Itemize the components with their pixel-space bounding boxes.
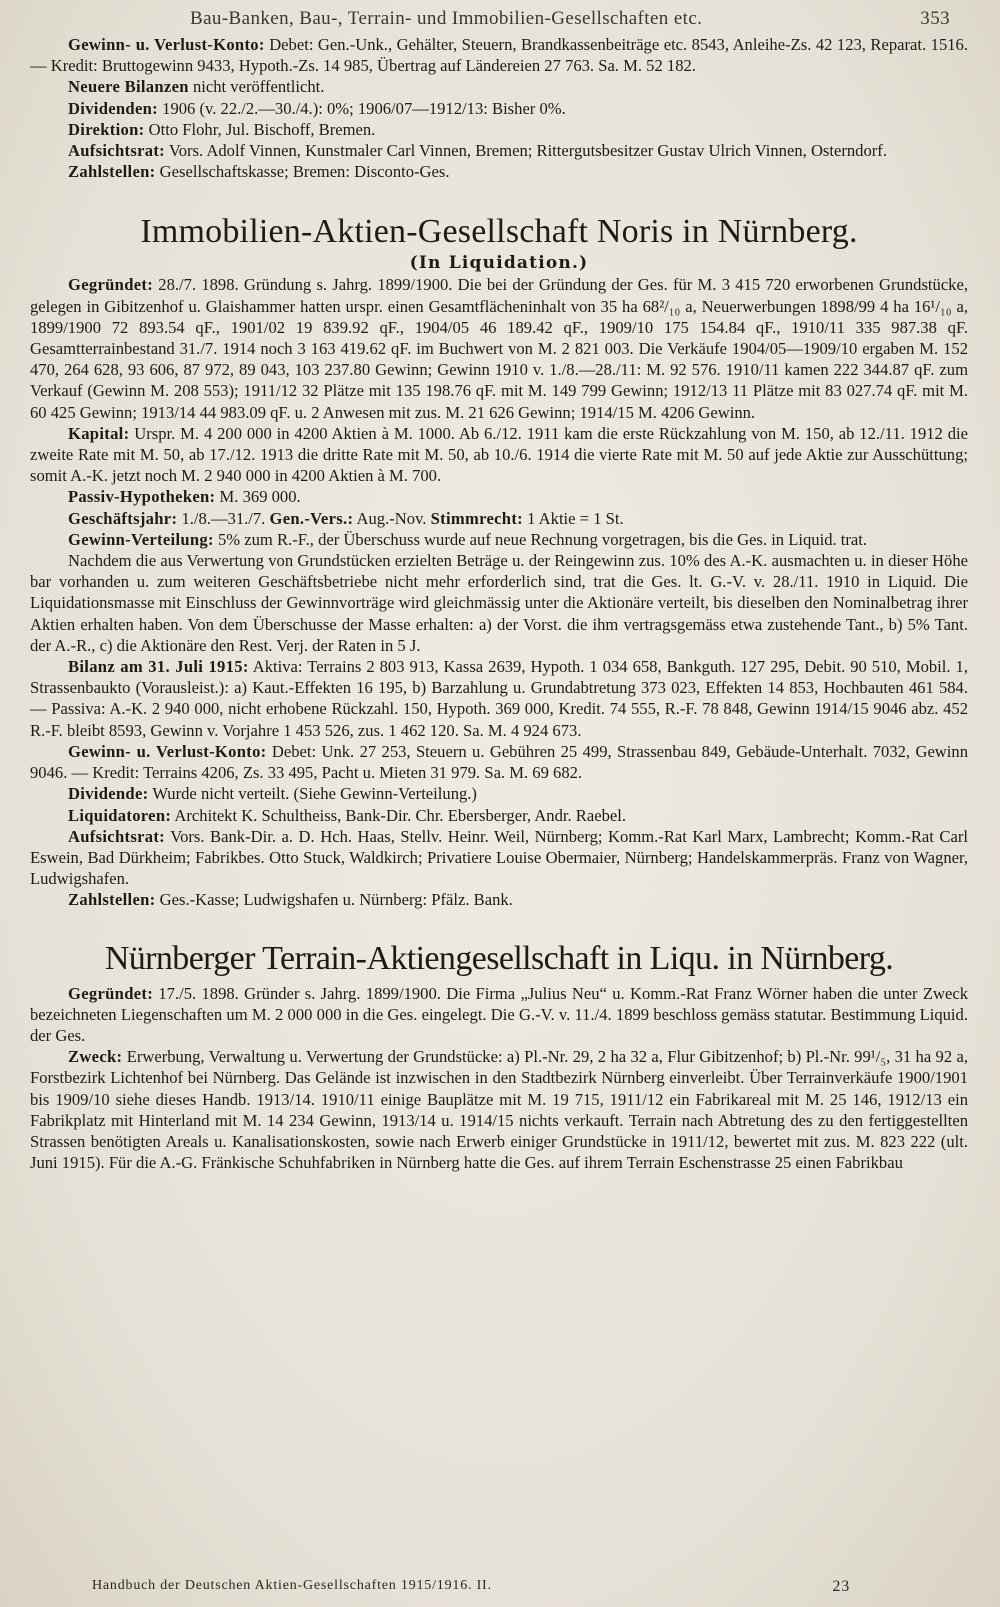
- terrain-zweck-text: Erwerbung, Verwaltung u. Verwertung der Grundstücke: a) Pl.-Nr. 29, 2 ha 32 a, Flur Gibitzenhof; b) Pl.-Nr. 99¹/₅, 31 ha 92 a, Forstbezirk Lichtenhof bei Nürnberg. Das Gelände ist inzwischen in den Stadtbezirk Nürnberg einverleibt. Über Terrainverkäufe 1900/1901 bis 1909/10 siehe dieses Handb. 1913/14. 1910/11 einige Bauplätze mit M. 19 715, 1911/12 ein Fabrikareal mit M. 25 146, 1912/13 ein Fabrikplatz mit Hinterland mit M. 14 234 Gewinn, 1913/14 u. 1914/15 nichts verkauft. Terrain nach Abtretung des zu den fertiggestellten Strassen benötigten Areals u. Kanalisationskosten, sowie nach Erwerb einiger Grundstücke in 1911/12, bewertet mit zus. M. 823 222 (ult. Juni 1915). Für die A.-G. Fränkische Schuhfabriken in Nürnberg hatte die Ges. auf ihrem Terrain Eschenstrasse 25 einen Fabrikbau: [30, 1047, 968, 1173]
- prev-bilanzen-text: nicht veröffentlicht.: [192, 77, 325, 97]
- footer-handbook: Handbuch der Deutschen Aktien-Gesellschaften 1915/1916. II.: [92, 1578, 492, 1593]
- terrain-gegruendet-text: 17./5. 1898. Gründer s. Jahrg. 1899/1900. Die Firma „Julius Neu“ u. Komm.-Rat Franz Wörner haben die unter Zweck bezeichneten Liegenschaften um M. 2 000 000 in die Ges. eingelegt. Die G.-V. v. 11./4. 1899 beschloss gemäss statutar. Bestimmung Liquid. der Ges.: [30, 983, 968, 1045]
- noris-kapital-paragraph: [30, 423, 968, 487]
- footer-signature: 23: [832, 1578, 850, 1595]
- running-title: Bau-Banken, Bau-, Terrain- und Immobilien-Gesellschaften etc.: [190, 8, 703, 29]
- prev-zahlstellen-text: Gesellschaftskasse; Bremen: Disconto-Ges.: [159, 162, 450, 182]
- noris-zahlstellen-label: Zahlstellen:: [68, 890, 156, 910]
- terrain-title: Nürnberger Terrain-Aktiengesellschaft in Liqu. in Nürnberg.: [104, 939, 894, 977]
- noris-bilanz-label: Bilanz am 31. Juli 1915:: [68, 657, 249, 677]
- prev-aufsichtsrat-text: Vors. Adolf Vinnen, Kunstmaler Carl Vinnen, Bremen; Rittergutsbesitzer Gustav Ulrich Vinnen, Osterndorf.: [168, 141, 887, 161]
- noris-genvers-text: Aug.-Nov.: [356, 508, 427, 528]
- noris-gv-text: Debet: Unk. 27 253, Steuern u. Gebühren 25 499, Strassenbau 849, Gebäude-Unterhalt. 7032, Gewinn 9046. — Kredit: Terrains 4206, Zs. 33 495, Pacht u. Mieten 31 979. Sa. M. 69 682.: [30, 741, 968, 783]
- noris-liquidatoren-paragraph: [30, 805, 968, 826]
- noris-liquidatoren-text: Architekt K. Schultheiss, Bank-Dir. Chr. Ebersberger, Andr. Raebel.: [174, 805, 627, 825]
- page-footer: [92, 1578, 850, 1596]
- page-number: 353: [920, 8, 950, 29]
- terrain-gegruendet-paragraph: [30, 983, 968, 1047]
- prev-gv-label: Gewinn- u. Verlust-Konto:: [68, 35, 265, 54]
- noris-dividende-paragraph: [30, 783, 968, 804]
- noris-geschaeftsjahr-paragraph: [30, 508, 968, 529]
- prev-direktion-paragraph: [30, 119, 968, 140]
- prev-aufsichtsrat-paragraph: [30, 140, 968, 161]
- noris-stimmrecht-text: 1 Aktie = 1 St.: [527, 508, 624, 528]
- noris-geschaeftsjahr-label: Geschäftsjahr:: [68, 508, 178, 528]
- noris-geschaeftsjahr-text: 1./8.—31./7.: [181, 508, 266, 528]
- noris-bilanz-paragraph: [30, 656, 968, 741]
- noris-gegruendet-label: Gegründet:: [68, 275, 154, 295]
- noris-aufsichtsrat-label: Aufsichtsrat:: [68, 826, 165, 846]
- noris-dividende-label: Dividende:: [68, 784, 149, 804]
- noris-zahlstellen-paragraph: [30, 889, 968, 910]
- noris-genvers-label: Gen.-Vers.:: [269, 508, 354, 528]
- noris-entry: [30, 274, 968, 910]
- noris-passiv-label: Passiv-Hypotheken:: [68, 487, 216, 507]
- terrain-entry: [30, 983, 968, 1174]
- prev-gv-text: Debet: Gen.-Unk., Gehälter, Steuern, Brandkassenbeiträge etc. 8543, Anleihe-Zs. 42 123, Reparat. 1516. — Kredit: Bruttogewinn 9433, Hypoth.-Zs. 14 985, Übertrag auf Ländereien 27 763. Sa. M. 52 182.: [30, 35, 968, 76]
- running-head: [30, 8, 968, 34]
- prev-zahlstellen-paragraph: [30, 161, 968, 182]
- noris-kapital-text: Urspr. M. 4 200 000 in 4200 Aktien à M. 1000. Ab 6./12. 1911 kam die erste Rückzahlung von M. 150, ab 12./11. 1912 die zweite Rate mit M. 50, ab 17./12. 1913 die dritte Rate mit M. 50, ab 10./6. 1914 die vierte Rate mit M. 50 auf jede Aktie zur Ausschüttung; somit A.-K. jetzt noch M. 2 940 000 in 4200 Aktien à M. 700.: [30, 423, 968, 486]
- noris-gewinnvert-label: Gewinn-Verteilung:: [68, 529, 214, 549]
- prev-gv-paragraph: [30, 34, 968, 76]
- noris-gewinnvert-paragraph: [30, 529, 968, 550]
- noris-dividende-text: Wurde nicht verteilt. (Siehe Gewinn-Verteilung.): [152, 784, 477, 804]
- noris-title: Immobilien-Aktien-Gesellschaft Noris in Nürnberg.: [140, 213, 858, 251]
- prev-zahlstellen-label: Zahlstellen:: [68, 162, 156, 182]
- terrain-gegruendet-label: Gegründet:: [68, 983, 154, 1003]
- noris-kapital-label: Kapital:: [68, 423, 130, 443]
- noris-gegruendet-text: 28./7. 1898. Gründung s. Jahrg. 1899/1900. Die bei der Gründung der Ges. für M. 3 415 720 erworbenen Grundstücke, gelegen in Gibitzenhof u. Glaishammer hatten urspr. einen Gesamtflächeninhalt von 35 ha 68²/₁₀ a, Neuerwerbungen 1898/99 4 ha 16¹/₁₀ a, 1899/1900 72 893.54 qF., 1901/02 19 839.92 qF., 1904/05 46 189.42 qF., 1909/10 175 154.84 qF., 1910/11 335 987.38 qF. Gesamtterrainbestand 31./7. 1914 noch 3 163 419.62 qF. im Buchwert von M. 2 821 003. Die Verkäufe 1904/05—1909/10 ergaben M. 152 470, 264 628, 93 606, 87 972, 89 043, 103 237.80 Gewinn; Gewinn 1910 v. 1./8.—28./11: M. 92 576. 1910/11 kamen 222 344.87 qF. zum Verkauf (Gewinn M. 208 553); 1911/12 32 Plätze mit 135 198.76 qF. mit M. 149 799 Gewinn; 1912/13 11 Plätze mit 83 027.74 qF. mit M. 60 425 Gewinn; 1913/14 44 983.09 qF. u. 2 Anwesen mit zus. M. 21 626 Gewinn; 1914/15 M. 4206 Gewinn.: [30, 275, 968, 422]
- noris-zahlstellen-text: Ges.-Kasse; Ludwigshafen u. Nürnberg: Pfälz. Bank.: [159, 890, 513, 910]
- noris-liquidatoren-label: Liquidatoren:: [68, 805, 172, 825]
- terrain-zweck-paragraph: [30, 1046, 968, 1173]
- noris-aufsichtsrat-paragraph: [30, 826, 968, 890]
- noris-gewinnvert-text: 5% zum R.-F., der Überschuss wurde auf neue Rechnung vorgetragen, bis die Ges. in Liquid. trat.: [218, 529, 868, 549]
- prev-aufsichtsrat-label: Aufsichtsrat:: [68, 141, 165, 161]
- noris-subtitle: (In Liquidation.): [409, 253, 589, 274]
- prev-entry: [30, 34, 968, 182]
- prev-bilanzen-paragraph: [30, 76, 968, 97]
- noris-gv-label: Gewinn- u. Verlust-Konto:: [68, 741, 267, 761]
- prev-dividenden-paragraph: [30, 98, 968, 119]
- noris-gegruendet-paragraph: [30, 274, 968, 422]
- noris-gv-paragraph: [30, 741, 968, 783]
- prev-dividenden-label: Dividenden:: [68, 98, 158, 118]
- noris-aufsichtsrat-text: Vors. Bank-Dir. a. D. Hch. Haas, Stellv. Heinr. Weil, Nürnberg; Komm.-Rat Karl Marx, Lambrecht; Komm.-Rat Carl Eswein, Bad Dürkheim; Fabrikbes. Otto Stuck, Waldkirch; Privatiere Louise Obermaier, Nürnberg; Handelskammerpräs. Franz von Wagner, Ludwigshafen.: [30, 826, 968, 889]
- noris-passiv-paragraph: [30, 486, 968, 507]
- noris-liquidation-paragraph: Nachdem die aus Verwertung von Grundstücken erzielten Beträge u. der Reingewinn zus. 10% des A.-K. ausmachten u. in dieser Höhe bar vorhanden u. zum weiteren Geschäftsbetriebe nicht mehr erforderlich sind, trat die Ges. lt. G.-V. v. 28./11. 1910 in Liquid. Die Liquidationsmasse mit Einschluss der Gewinnvorträge wird gleichmässig unter die Aktionäre verteilt, bis dieselben den Nominalbetrag ihrer Aktien erhalten haben. Von dem Überschusse der Masse erhalten: a) der Vorst. die ihm vertragsgemäss etwa zustehende Tant., b) 5% Tant. der A.-R., c) die Aktionäre den Rest. Verj. der Raten in 5 J.: [30, 551, 968, 655]
- prev-direktion-label: Direktion:: [68, 119, 145, 139]
- noris-bilanz-text: Aktiva: Terrains 2 803 913, Kassa 2639, Hypoth. 1 034 658, Bankguth. 127 295, Debit. 90 510, Mobil. 1, Strassenbaukto (Vorausleist.): a) Kaut.-Effekten 16 195, b) Barzahlung u. Grundabtretung 373 023, Effekten 14 853, Hochbauten 461 584. — Passiva: A.-K. 2 940 000, nicht erhobene Rückzahl. 150, Hypoth. 369 000, Kredit. 74 555, R.-F. 78 848, Gewinn 1914/15 9046 abz. 452 R.-F. bleibt 8593, Gewinn v. Vorjahre 1 453 526, zus. 1 462 120. Sa. M. 4 924 673.: [30, 657, 968, 740]
- noris-passiv-text: M. 369 000.: [219, 487, 301, 507]
- prev-direktion-text: Otto Flohr, Jul. Bischoff, Bremen.: [148, 119, 376, 139]
- prev-bilanzen-label: Neuere Bilanzen: [68, 77, 189, 97]
- noris-stimmrecht-label: Stimmrecht:: [430, 508, 523, 528]
- prev-dividenden-text: 1906 (v. 22./2.—30./4.): 0%; 1906/07—1912/13: Bisher 0%.: [162, 98, 566, 118]
- terrain-zweck-label: Zweck:: [68, 1047, 123, 1067]
